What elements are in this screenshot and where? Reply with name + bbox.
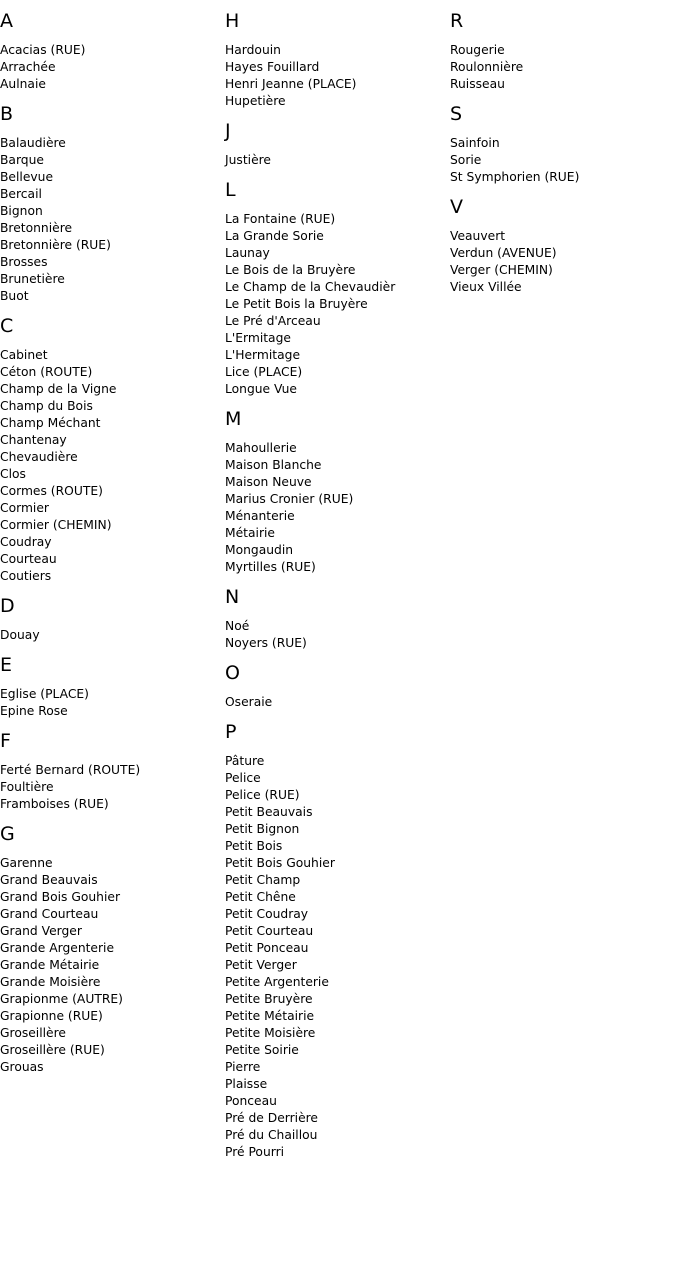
street-link[interactable]: Verdun (AVENUE) [450,246,557,260]
street-link[interactable]: La Fontaine (RUE) [225,212,336,226]
street-list-item [0,703,225,720]
street-list-item [225,804,450,821]
street-list [225,42,450,110]
street-link[interactable]: Brunetière [0,272,65,286]
street-link[interactable]: Pelice [225,771,261,785]
street-link[interactable]: Grapionne (RUE) [0,1009,103,1023]
street-link[interactable]: Buot [0,289,29,303]
street-list [0,347,225,585]
street-list-item [0,534,225,551]
street-link[interactable]: Pré Pourri [225,1145,285,1159]
street-link[interactable]: Henri Jeanne (PLACE) [225,77,357,91]
street-link[interactable]: Bercail [0,187,42,201]
street-list-item [225,821,450,838]
street-link[interactable]: Mahoullerie [225,441,297,455]
street-link[interactable]: Métairie [225,526,275,540]
street-list-item [225,525,450,542]
street-list-item [0,551,225,568]
street-link[interactable]: Cormes (ROUTE) [0,484,103,498]
street-link[interactable]: Ferté Bernard (ROUTE) [0,763,141,777]
letter-heading: J [225,120,231,142]
street-link[interactable]: Sorie [450,153,482,167]
street-link[interactable]: Grand Beauvais [0,873,98,887]
street-list-item [225,1008,450,1025]
street-list-item [450,228,675,245]
street-link[interactable]: Petit Verger [225,958,297,972]
street-index-column-3 [450,0,675,296]
street-list-item [0,415,225,432]
street-link[interactable]: Hupetière [225,94,286,108]
street-list-item [0,186,225,203]
street-link[interactable]: Bellevue [0,170,54,184]
street-list-item [225,491,450,508]
street-list [0,855,225,1076]
street-link[interactable]: Céton (ROUTE) [0,365,93,379]
street-list-item [0,517,225,534]
street-list-item [225,347,450,364]
letter-group [0,104,225,305]
letter-group [0,596,225,644]
letter-heading: L [225,179,236,201]
street-link[interactable]: Petite Soirie [225,1043,299,1057]
street-link[interactable]: Maison Neuve [225,475,312,489]
street-list-item [225,474,450,491]
street-list-item [0,135,225,152]
street-list-item [0,381,225,398]
street-link[interactable]: Grouas [0,1060,44,1074]
street-link[interactable]: Plaisse [225,1077,268,1091]
street-list-item [0,627,225,644]
street-list-item [450,42,675,59]
street-list-item [0,364,225,381]
street-link[interactable]: Mongaudin [225,543,294,557]
street-list-item [0,220,225,237]
street-link[interactable]: Petit Bois Gouhier [225,856,335,870]
street-list-item [0,398,225,415]
street-list-item [0,923,225,940]
street-list-item [225,313,450,330]
street-link[interactable]: Grand Bois Gouhier [0,890,120,904]
street-link[interactable]: Pelice (RUE) [225,788,300,802]
street-list-item [225,457,450,474]
street-list-item [0,483,225,500]
street-link[interactable]: Framboises (RUE) [0,797,109,811]
street-list-item [225,330,450,347]
street-link[interactable]: Le Champ de la Chevaudièr [225,280,396,294]
street-link[interactable]: Petit Courteau [225,924,314,938]
letter-heading: E [0,654,13,676]
letter-group [0,655,225,720]
street-list-item [0,271,225,288]
street-link[interactable]: Vieux Villée [450,280,522,294]
letter-heading: D [0,595,15,617]
street-list-item [0,432,225,449]
street-link[interactable]: Petite Métairie [225,1009,315,1023]
street-list-item [0,855,225,872]
street-link[interactable]: Petit Ponceau [225,941,309,955]
street-link[interactable]: Cabinet [0,348,48,362]
street-link[interactable]: Cormier [0,501,49,515]
street-list-item [225,1042,450,1059]
street-link[interactable]: Pré du Chaillou [225,1128,318,1142]
street-link[interactable]: Maison Blanche [225,458,322,472]
street-list-item [0,762,225,779]
street-list-item [0,1008,225,1025]
street-list-item [450,262,675,279]
street-list [0,42,225,93]
street-list-item [0,169,225,186]
street-list-item [0,686,225,703]
street-list-item [0,568,225,585]
street-link[interactable]: L'Hermitage [225,348,301,362]
street-link[interactable]: Eglise (PLACE) [0,687,89,701]
street-list-item [225,381,450,398]
street-list-item [225,1093,450,1110]
street-list-item [225,753,450,770]
street-list-item [225,957,450,974]
street-list-item [0,59,225,76]
street-list [0,686,225,720]
street-list-item [0,889,225,906]
street-link[interactable]: Hardouin [225,43,281,57]
street-list-item [225,245,450,262]
street-index-column-2 [225,0,450,1161]
street-list [225,618,450,652]
street-link[interactable]: Petit Beauvais [225,805,313,819]
street-list-item [0,42,225,59]
street-list-item [225,1144,450,1161]
street-list-item [225,228,450,245]
street-list-item [225,855,450,872]
street-link[interactable]: Lice (PLACE) [225,365,303,379]
street-link[interactable]: Bignon [0,204,43,218]
street-list-item [450,59,675,76]
street-list-item [450,169,675,186]
street-list-item [225,974,450,991]
street-link[interactable]: Grand Verger [0,924,82,938]
letter-heading: H [225,10,240,32]
street-list-item [225,440,450,457]
street-list-item [0,779,225,796]
letter-heading: S [450,103,463,125]
letter-heading: V [450,196,463,218]
street-list-item [225,152,450,169]
street-link[interactable]: Bretonnière (RUE) [0,238,111,252]
street-link[interactable]: Groseillère (RUE) [0,1043,105,1057]
street-list-item [0,1059,225,1076]
street-list-item [0,872,225,889]
street-list-item [225,889,450,906]
street-link[interactable]: Noyers (RUE) [225,636,307,650]
street-link[interactable]: Petit Chêne [225,890,296,904]
street-link[interactable]: Brosses [0,255,48,269]
street-link[interactable]: Cormier (CHEMIN) [0,518,112,532]
street-list-item [225,211,450,228]
street-link[interactable]: Le Petit Bois la Bruyère [225,297,368,311]
letter-heading: N [225,586,240,608]
street-link[interactable]: Grande Métairie [0,958,100,972]
letter-group [450,104,675,186]
street-list [0,135,225,305]
street-link[interactable]: Chantenay [0,433,67,447]
street-list-item [225,838,450,855]
street-list-item [225,279,450,296]
street-list-item [0,203,225,220]
street-link[interactable]: Champ de la Vigne [0,382,117,396]
street-list-item [0,1042,225,1059]
letter-group [450,11,675,93]
street-link[interactable]: Veauvert [450,229,506,243]
street-list [225,694,450,711]
street-link[interactable]: Pâture [225,754,265,768]
street-link[interactable]: Barque [0,153,44,167]
street-list-item [225,940,450,957]
street-list-item [225,93,450,110]
street-list [450,135,675,186]
street-list-item [225,559,450,576]
street-link[interactable]: Myrtilles (RUE) [225,560,316,574]
street-list-item [450,135,675,152]
street-link[interactable]: Roulonnière [450,60,524,74]
street-link[interactable]: Launay [225,246,270,260]
street-link[interactable]: Balaudière [0,136,66,150]
street-list-item [225,364,450,381]
street-link[interactable]: Aulnaie [0,77,46,91]
street-list [450,228,675,296]
street-list-item [225,508,450,525]
street-list-item [0,466,225,483]
street-link[interactable]: Grande Argenterie [0,941,115,955]
street-link[interactable]: Verger (CHEMIN) [450,263,553,277]
street-list-item [225,694,450,711]
letter-group [225,180,450,398]
street-list-item [0,254,225,271]
street-list-item [225,1127,450,1144]
street-list-item [225,42,450,59]
street-link[interactable]: Bretonnière [0,221,73,235]
street-list [225,440,450,576]
letter-group [225,11,450,110]
street-link[interactable]: Arrachée [0,60,56,74]
street-link[interactable]: Ponceau [225,1094,277,1108]
street-list-item [0,449,225,466]
street-link[interactable]: Petit Bois [225,839,283,853]
street-link[interactable]: Petite Bruyère [225,992,313,1006]
street-link[interactable]: Epine Rose [0,704,68,718]
street-list-item [225,991,450,1008]
street-link[interactable]: Acacias (RUE) [0,43,86,57]
street-list-item [0,991,225,1008]
street-link[interactable]: Pierre [225,1060,261,1074]
street-list-item [225,262,450,279]
street-list-item [225,542,450,559]
street-link[interactable]: Ménanterie [225,509,295,523]
street-list-item [0,288,225,305]
letter-group [225,409,450,576]
street-link[interactable]: Douay [0,628,40,642]
street-link[interactable]: Garenne [0,856,53,870]
letter-group [0,11,225,93]
street-list-item [225,1110,450,1127]
letter-group [0,824,225,1076]
street-list-item [225,1059,450,1076]
street-link[interactable]: Grande Moisière [0,975,101,989]
street-list-item [225,906,450,923]
street-link[interactable]: Courteau [0,552,57,566]
letter-group [225,663,450,711]
letter-heading: G [0,823,15,845]
letter-heading: M [225,408,242,430]
letter-group [225,587,450,652]
street-link[interactable]: La Grande Sorie [225,229,324,243]
street-link[interactable]: Petit Champ [225,873,301,887]
street-link[interactable]: Foultière [0,780,54,794]
street-list-item [225,1076,450,1093]
street-link[interactable]: Petite Moisière [225,1026,316,1040]
street-list-item [450,245,675,262]
street-list-item [225,770,450,787]
letter-group [0,316,225,585]
street-link[interactable]: Pré de Derrière [225,1111,319,1125]
street-list [450,42,675,93]
street-list-item [225,76,450,93]
street-link[interactable]: Petit Bignon [225,822,300,836]
street-list-item [0,940,225,957]
letter-heading: R [450,10,464,32]
street-list-item [0,957,225,974]
street-link[interactable]: Oseraie [225,695,273,709]
street-link[interactable]: Grapionme (AUTRE) [0,992,123,1006]
street-list-item [0,237,225,254]
street-link[interactable]: Petit Coudray [225,907,309,921]
street-link[interactable]: Champ du Bois [0,399,93,413]
street-link[interactable]: Rougerie [450,43,505,57]
street-list-item [0,906,225,923]
street-list-item [225,1025,450,1042]
street-list-item [225,296,450,313]
street-list-item [225,618,450,635]
street-link[interactable]: Coudray [0,535,52,549]
street-link[interactable]: Grand Courteau [0,907,99,921]
street-link[interactable]: Le Pré d'Arceau [225,314,321,328]
street-link[interactable]: Longue Vue [225,382,297,396]
letter-group [225,722,450,1161]
street-list-item [450,76,675,93]
letter-heading: B [0,103,14,125]
street-link[interactable]: L'Ermitage [225,331,291,345]
street-list [0,627,225,644]
street-list-item [0,796,225,813]
street-list-item [0,500,225,517]
street-link[interactable]: Marius Cronier (RUE) [225,492,354,506]
letter-group [0,731,225,813]
letter-heading: O [225,662,240,684]
letter-group [225,121,450,169]
street-link[interactable]: Champ Méchant [0,416,101,430]
street-link[interactable]: Hayes Fouillard [225,60,320,74]
street-list [225,211,450,398]
street-link[interactable]: Sainfoin [450,136,500,150]
street-list-item [225,59,450,76]
street-list-item [225,923,450,940]
street-link[interactable]: Groseillère [0,1026,66,1040]
street-list-item [0,347,225,364]
street-list-item [225,635,450,652]
street-link[interactable]: Justière [225,153,271,167]
street-link[interactable]: Chevaudière [0,450,78,464]
street-list [0,762,225,813]
street-list [225,152,450,169]
letter-heading: C [0,315,14,337]
street-link[interactable]: Petite Argenterie [225,975,329,989]
street-list-item [0,76,225,93]
street-index-column-1 [0,0,225,1076]
street-link[interactable]: Clos [0,467,26,481]
street-list-item [450,279,675,296]
street-link[interactable]: Coutiers [0,569,52,583]
street-link[interactable]: Ruisseau [450,77,505,91]
letter-heading: A [0,10,13,32]
street-list-item [0,1025,225,1042]
street-list-item [0,974,225,991]
street-list-item [225,787,450,804]
letter-heading: F [0,730,11,752]
street-list [225,753,450,1161]
letter-group [450,197,675,296]
street-list-item [450,152,675,169]
street-link[interactable]: St Symphorien (RUE) [450,170,580,184]
street-link[interactable]: Noé [225,619,250,633]
street-link[interactable]: Le Bois de la Bruyère [225,263,356,277]
letter-heading: P [225,721,237,743]
street-list-item [225,872,450,889]
street-list-item [0,152,225,169]
